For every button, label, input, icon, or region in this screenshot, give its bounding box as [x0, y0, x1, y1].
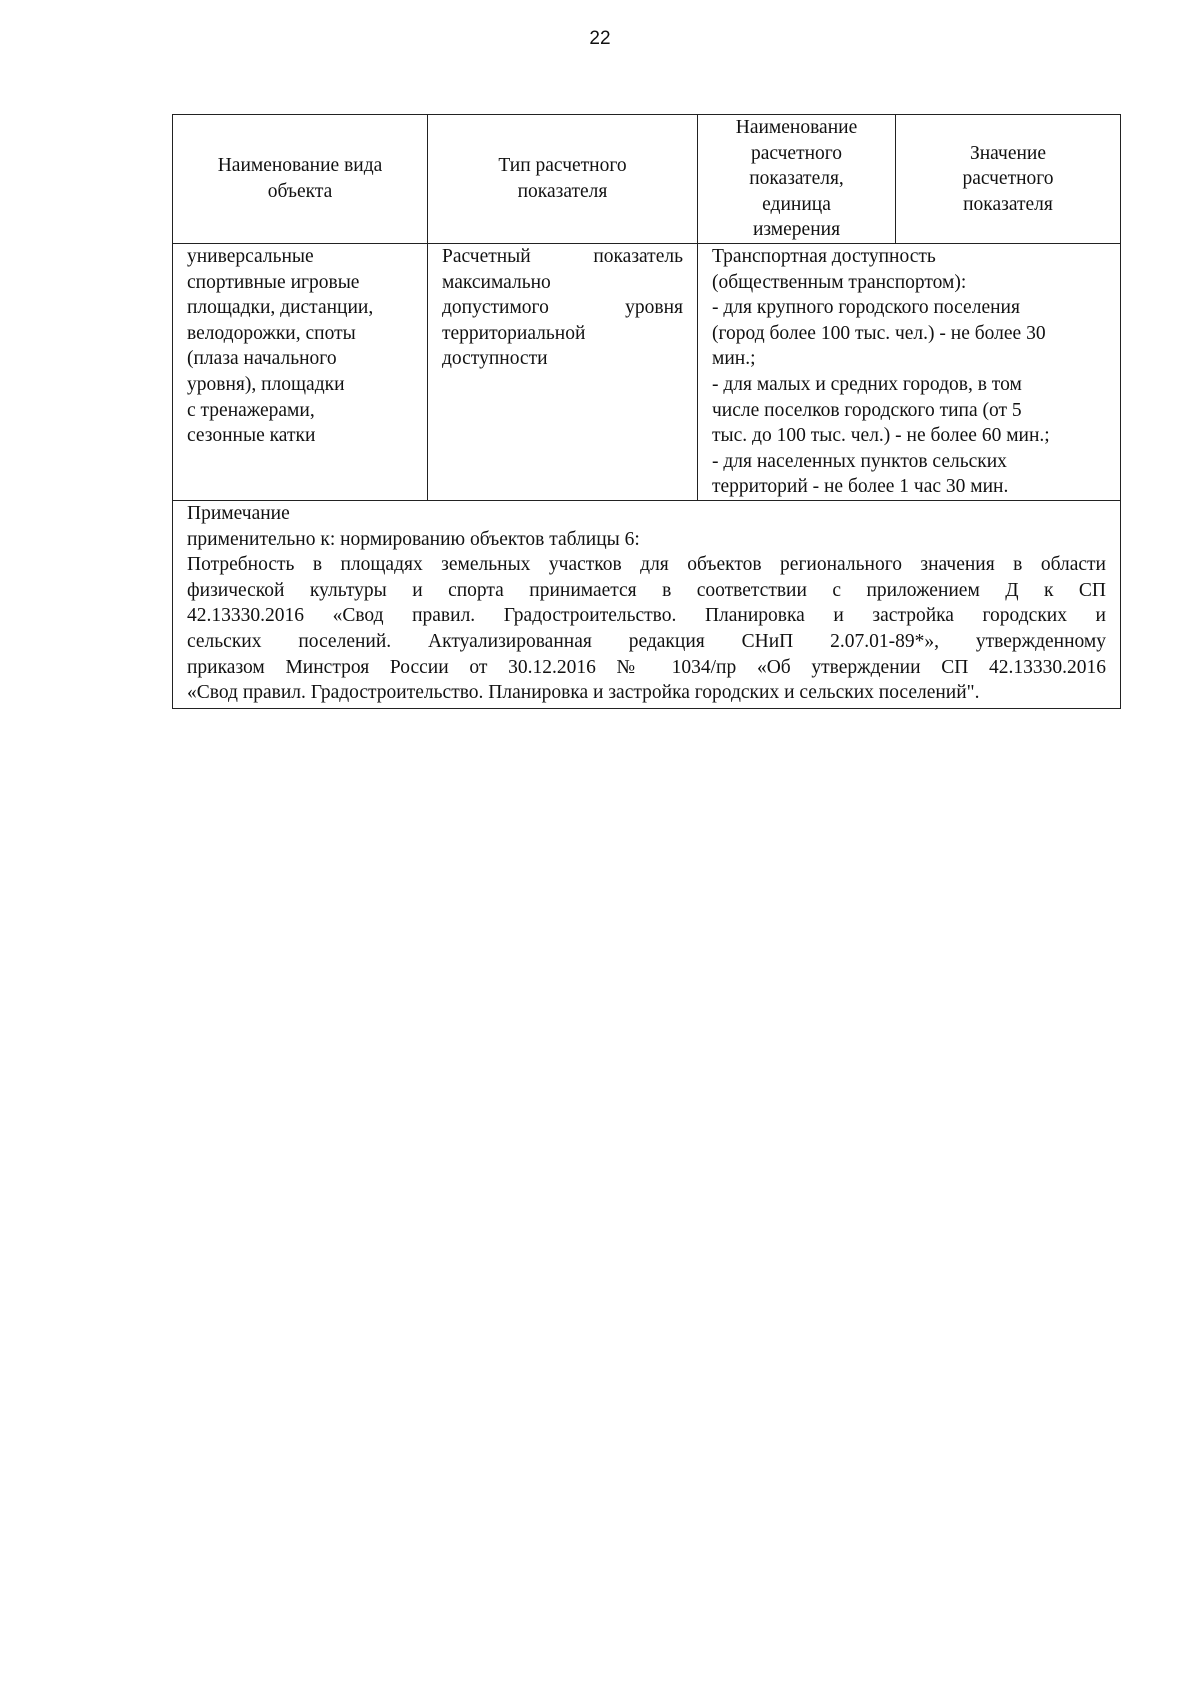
header-indicator-value	[896, 115, 1121, 244]
note-title: Примечание	[187, 503, 290, 524]
table-header-row	[173, 115, 1121, 244]
cell-text: (плаза начального	[187, 348, 337, 370]
note-line: «Свод правил. Градостроительство. Планировка и застройка городских и сельских поселений".	[187, 682, 980, 704]
cell-object-type	[173, 244, 428, 501]
header-text: единица	[762, 193, 831, 215]
header-text: Наименование	[735, 117, 858, 139]
header-text: измерения	[752, 219, 841, 241]
cell-text: велодорожки, споты	[187, 322, 356, 344]
cell-text: площадки, дистанции,	[187, 297, 374, 319]
cell-word: допустимого	[442, 297, 549, 319]
norms-table	[172, 114, 1121, 709]
header-text: Тип расчетного	[498, 155, 627, 177]
header-object-type	[173, 115, 428, 244]
header-text: показателя,	[749, 168, 844, 190]
note-line: приказом Минстроя России от 30.12.2016 № 1034/пр «Об утверждении СП 42.13330.2016	[187, 656, 1106, 678]
cell-indicator-value	[698, 244, 1121, 501]
cell-line	[442, 244, 683, 270]
cell-text: (общественным транспортом):	[712, 271, 967, 293]
cell-text: тыс. до 100 тыс. чел.) - не более 60 мин.;	[712, 425, 1050, 447]
note-line: 42.13330.2016 «Свод правил. Градостроительство. Планировка и застройка городских и	[187, 605, 1106, 627]
header-text: расчетного	[750, 142, 843, 164]
cell-text: уровня), площадки	[187, 373, 345, 395]
header-text: расчетного	[962, 168, 1054, 190]
cell-text: - для населенных пунктов сельских	[712, 450, 1007, 472]
cell-word: уровня	[625, 297, 683, 319]
header-indicator-type	[428, 115, 698, 244]
cell-text: территориальной	[442, 322, 586, 344]
note-line: сельских поселений. Актуализированная редакция СНиП 2.07.01-89*», утвержденному	[187, 630, 1106, 652]
header-text: объекта	[267, 181, 333, 202]
page-number: 22	[589, 28, 611, 49]
cell-text: универсальные	[187, 246, 314, 267]
note-cell	[173, 501, 1121, 709]
cell-word: показатель	[593, 246, 683, 267]
cell-text: (город более 100 тыс. чел.) - не более 30	[712, 322, 1046, 344]
cell-indicator-type	[428, 244, 698, 501]
cell-text: максимально	[442, 271, 551, 293]
note-subtitle: применительно к: нормированию объектов таблицы 6:	[187, 528, 640, 550]
note-row	[173, 501, 1121, 709]
header-indicator-name	[698, 115, 896, 244]
note-line: Потребность в площадях земельных участков для объектов регионального значения в области	[187, 554, 1106, 576]
note-line: физической культуры и спорта принимается в соответствии с приложением Д к СП	[187, 579, 1106, 601]
header-text: Наименование вида	[217, 155, 383, 177]
cell-text: - для малых и средних городов, в том	[712, 373, 1022, 395]
cell-line	[442, 295, 683, 321]
header-text: показателя	[517, 181, 608, 202]
table-row	[173, 244, 1121, 501]
cell-text: сезонные катки	[187, 425, 316, 447]
header-text: Значение	[969, 142, 1047, 164]
cell-text: спортивные игровые	[187, 271, 360, 293]
cell-text: доступности	[442, 348, 548, 370]
cell-text: с тренажерами,	[187, 399, 315, 421]
header-text: показателя	[963, 193, 1053, 215]
cell-word: Расчетный	[442, 246, 531, 267]
cell-text: мин.;	[712, 348, 756, 370]
cell-text: территорий - не более 1 час 30 мин.	[712, 476, 1009, 498]
cell-text: - для крупного городского поселения	[712, 297, 1020, 319]
cell-text: числе поселков городского типа (от 5	[712, 399, 1022, 421]
cell-text: Транспортная доступность	[712, 246, 936, 267]
